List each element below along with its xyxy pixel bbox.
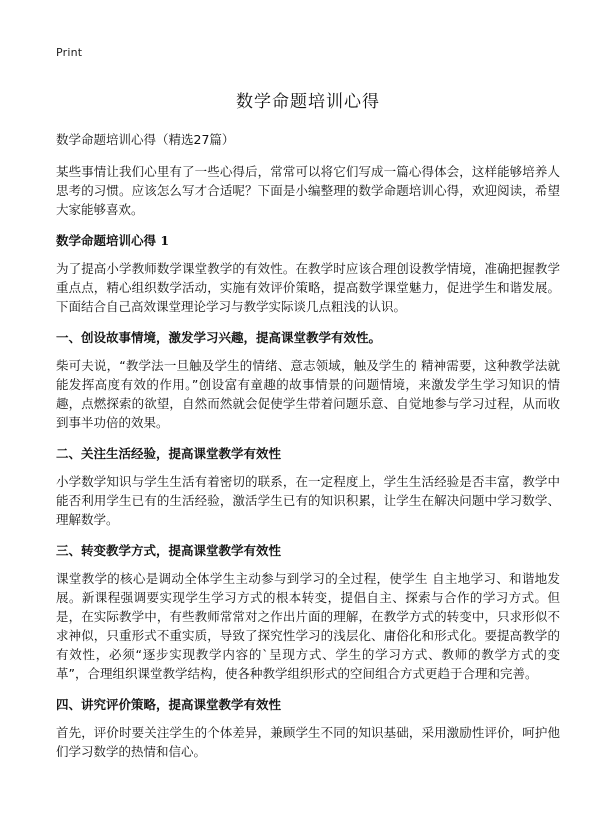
point-body-1: 柴可夫说，“教学法一旦触及学生的情绪、意志领域，触及学生的 精神需要，这种教学法就能发挥高度有效的作用。”创设富有童趣的故事情景的问题情境，来激发学生学习知识的情趣，点燃探索的欲望，自然而然就会促使学生带着问题乐意、自觉地参与学习过程，从而收到事半功倍的效果。 (56, 358, 560, 430)
point-body-3: 课堂教学的核心是调动全体学生主动参与到学习的全过程，使学生 自主地学习、和谐地发展。新课程强调要实现学生学习方式的根本转变，提倡自主、探索与合作的学习方式。但是，在实际教学中，有些教师常常对之作出片面的理解，在教学方式的转变中，只求形似不求神似，只重形式不重实质，导致了探究性学习的浅层化、庸俗化和形式化。要提高教学的有效性，必须“逐步实现教学内容的`呈现方式、学生的学习方式、教师的教学方式的变革”，合理组织课堂教学结构，使各种教学组织形式的空间组合方式更趋于合理和完善。 (56, 571, 560, 681)
point-heading-1: 一、创设故事情境，激发学习兴趣，提高课堂教学有效性。 (56, 330, 382, 345)
print-link[interactable]: Print (56, 46, 83, 59)
point-heading-2: 二、关注生活经验，提高课堂教学有效性 (56, 446, 282, 461)
point-heading-3: 三、转变教学方式，提高课堂教学有效性 (56, 543, 282, 558)
section-title: 数学命题培训心得 1 (56, 233, 170, 248)
document-subtitle: 数学命题培训心得（精选27篇） (56, 132, 235, 147)
point-heading-4: 四、讲究评价策略，提高课堂教学有效性 (56, 697, 282, 712)
intro-paragraph: 某些事情让我们心里有了一些心得后，常常可以将它们写成一篇心得体会，这样能够培养人思考的习惯。应该怎么写才合适呢？下面是小编整理的数学命题培训心得，欢迎阅读，希望大家能够喜欢。 (56, 164, 560, 217)
page-title: 数学命题培训心得 (236, 92, 380, 112)
point-body-2: 小学数学知识与学生生活有着密切的联系，在一定程度上，学生生活经验是否丰富，教学中能否利用学生已有的生活经验，激活学生已有的知识积累，让学生在解决问题中学习数学、理解数学。 (56, 474, 560, 527)
section-intro-paragraph: 为了提高小学教师数学课堂教学的有效性。在教学时应该合理创设教学情境，准确把握教学重点点，精心组织数学活动，实施有效评价策略，提高数学课堂魅力，促进学生和谐发展。下面结合自己高效课堂理论学习与教学实际谈几点粗浅的认识。 (56, 261, 560, 314)
point-body-4: 首先，评价时要关注学生的个体差异，兼顾学生不同的知识基础，采用激励性评价，呵护他们学习数学的热情和信心。 (56, 725, 560, 759)
